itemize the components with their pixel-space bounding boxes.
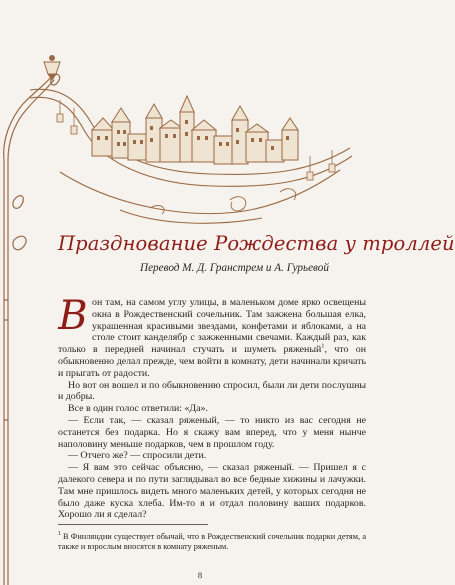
- translators-credit: Перевод М. Д. Гранстрем и А. Гурьевой: [140, 262, 329, 274]
- footnote-number: 1: [58, 531, 61, 538]
- paragraph-1: [58, 293, 367, 380]
- paragraph-2: Но вот он вошел и по обыкновению спросил, были ли дети послушны и добры.: [58, 379, 366, 403]
- page-number: 8: [197, 570, 203, 580]
- footnote: [58, 532, 366, 552]
- drop-cap: В: [58, 293, 88, 339]
- paragraph-5: — Отчего же? — спросили дети.: [68, 450, 207, 462]
- paragraph-6: — Я вам это сейчас объясню, — сказал ряженый. — Пришел я с далекого севера и по пути заглядывал во все бедные хижины и лачужки. Там мне пришлось видеть много маленьких детей, у которых сегодня не было даже куска хлеба. Им-то я и отдал половину ваших подарков. Хорошо ли я сделал?: [58, 462, 366, 521]
- town-illustration: [0, 60, 400, 230]
- story-title: Празднование Рождества у троллей: [58, 232, 455, 255]
- footnote-text: В Финляндии существует обычай, что в Рождественский сочельник подарки детям, а также и взрослым вносятся в комнату ряженым.: [58, 532, 366, 552]
- paragraph-3: Все в один голос ответили: «Да».: [68, 403, 208, 415]
- paragraph-1-tail: , что он обыкновенно делал прежде, чем войти в комнату, дети начинали кричать и прыгать от радости.: [58, 344, 367, 379]
- story-text: [58, 293, 367, 521]
- footnote-divider: [58, 524, 208, 525]
- footnote-marker: 1: [321, 342, 325, 350]
- paragraph-1-text: он там, на самом углу улицы, в маленьком доме ярко освещены окна в Рождественский сочельник. Там зажжена большая елка, украшенная красивыми звездами, конфетами и яблоками, а на столе стоит канделябр с зажженными свечами. Каждый раз, как только в передней начинал стучать и шуметь ряженый: [58, 297, 366, 356]
- paragraph-4: — Если так, — сказал ряженый, — то никто из вас сегодня не останется без подарка. Но я скажу вам вперед, что у меня нынче наполовину меньше подарков, чем в прошлом году.: [58, 414, 366, 450]
